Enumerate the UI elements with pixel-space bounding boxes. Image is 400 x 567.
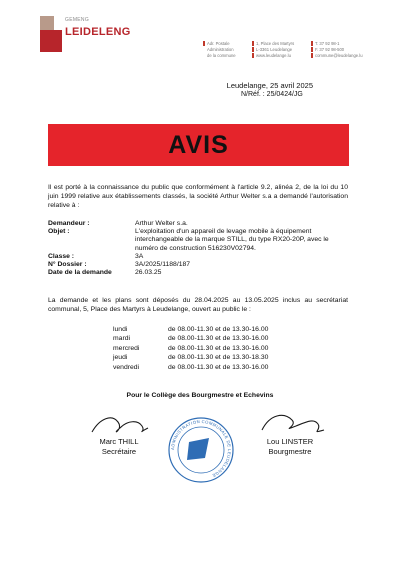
official-seal — [169, 418, 233, 482]
signatory-name-mayor: Lou LINSTER — [266, 437, 314, 446]
hours-row — [113, 325, 268, 334]
detail-row — [48, 220, 348, 228]
seal-text: ADMINISTRATION COMMUNALE DE LEUDELANGE — [169, 418, 233, 479]
hours-time: de 08.00-11.30 et de 13.30-18.30 — [168, 354, 269, 362]
contact-column-location — [252, 41, 294, 59]
opening-hours-table — [113, 325, 268, 372]
detail-value: 3A — [135, 252, 144, 260]
contact-line: L-3361 Leudelange — [256, 47, 293, 52]
detail-label: Date de la demande — [48, 269, 112, 277]
document-reference: N/Réf. : 25/0424/JG — [241, 91, 303, 98]
contact-line: Administration — [207, 47, 234, 52]
hours-row — [113, 353, 268, 362]
detail-row — [48, 261, 348, 269]
hours-day: lundi — [113, 326, 128, 333]
hours-day: mardi — [113, 335, 130, 343]
signatures-and-seal — [0, 400, 400, 510]
contact-line: Adr. Postale — [207, 41, 230, 46]
contact-line: T. 37 92 98-1 — [315, 41, 340, 46]
detail-row — [48, 253, 348, 261]
title-banner — [48, 124, 349, 166]
college-heading: Pour le Collège des Bourgmestre et Echevins — [126, 392, 274, 399]
contact-line: www.leudelange.lu — [256, 53, 291, 58]
detail-row — [48, 269, 348, 277]
logo-mark-top — [40, 16, 54, 30]
hours-row — [113, 334, 268, 343]
document-date: Leudelange, 25 avril 2025 — [226, 81, 313, 90]
page-title: AVIS — [168, 130, 229, 159]
logo-small-text: GEMENG — [65, 17, 90, 23]
detail-value: L'exploitation d'un appareil de levage mobile à équipement interchangeable de la marque STILL, du type RX20-20P, avec le numéro de construction 516230V02794. — [135, 228, 329, 252]
commune-logo — [40, 14, 150, 54]
logo-big-text: LEIDELENG — [65, 26, 131, 38]
contact-column-address — [203, 41, 236, 59]
hours-row — [113, 363, 268, 372]
contact-column-phone — [311, 41, 363, 59]
detail-label: N° Dossier : — [48, 261, 87, 269]
intro-paragraph: Il est porté à la connaissance du public que conformément à l'article 9.2, alinéa 2, de la loi du 10 juin 1999 relative aux établissements classés, la société Arthur Welter s.a a demandé l'autorisation relative à : — [48, 184, 348, 209]
detail-label: Classe : — [48, 252, 75, 260]
detail-label: Objet : — [48, 228, 70, 236]
hours-day: vendredi — [113, 363, 140, 371]
signature-left — [92, 418, 148, 432]
detail-value: Arthur Welter s.a. — [135, 220, 188, 227]
contact-line: 1, Place des Martyrs — [256, 41, 295, 46]
logo-mark-bottom — [40, 30, 62, 52]
hours-time: de 08.00-11.30 et de 13.30-16.00 — [168, 344, 269, 352]
contact-line: de la commune — [207, 53, 236, 58]
contact-line: commune@leudelange.lu — [315, 53, 363, 58]
hours-time: de 08.00-11.30 et de 13.30-16.00 — [168, 335, 269, 343]
contact-line: F. 37 92 98-500 — [315, 47, 345, 52]
detail-label: Demandeur : — [48, 220, 90, 227]
hours-time: de 08.00-11.30 et de 13.30-16.00 — [168, 363, 269, 371]
hours-row — [113, 344, 268, 353]
signatory-name-secretary: Marc THILL — [99, 437, 139, 446]
detail-value: 3A/2025/1188/187 — [135, 261, 191, 269]
deposit-paragraph: La demande et les plans sont déposés du 28.04.2025 au 13.05.2025 inclus au secrétariat communal, 5, Place des Martyrs à Leudelange, ouvert au public le : — [48, 297, 348, 313]
detail-value: 26.03.25 — [135, 269, 162, 277]
signatory-role-mayor: Bourgmestre — [268, 447, 312, 456]
signature-right — [262, 415, 324, 431]
hours-day: jeudi — [113, 354, 128, 362]
hours-day: mercredi — [113, 344, 140, 352]
hours-time: de 08.00-11.30 et de 13.30-16.00 — [168, 326, 269, 333]
signatory-role-secretary: Secrétaire — [101, 447, 137, 456]
request-details-table — [48, 220, 348, 277]
detail-row — [48, 228, 348, 253]
